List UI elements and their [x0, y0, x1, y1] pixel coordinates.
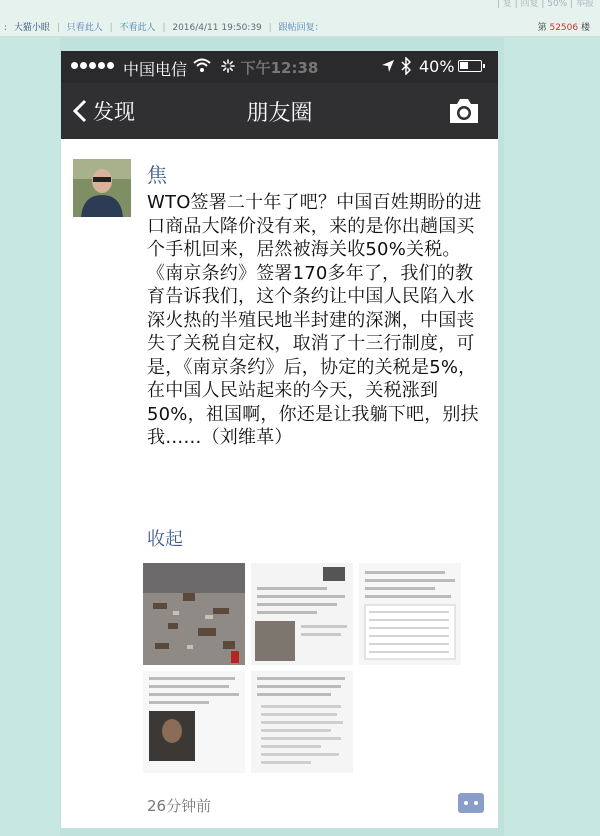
hide-this-user-link[interactable]: 不看此人 [119, 23, 156, 33]
forum-author-link[interactable]: 大猫小眼 [13, 23, 50, 33]
post-image-1[interactable] [143, 563, 245, 665]
post-image-2[interactable] [251, 563, 353, 665]
bluetooth-icon [401, 57, 411, 75]
forum-meta: : 大猫小眼 | 只看此人 | 不看此人 | 2016/4/11 19:50:39 | 跟帖回复： [4, 23, 324, 33]
status-bar [61, 51, 498, 83]
right-margin [504, 37, 600, 836]
floor-number: 第 52506 楼 [537, 23, 590, 33]
post-image-3[interactable] [359, 563, 461, 665]
post-image-4[interactable] [143, 671, 245, 773]
wechat-nav-bar [61, 83, 498, 139]
forum-timestamp: 2016/4/11 19:50:39 [172, 23, 262, 33]
post-text: WTO签署二十年了吧？中国百姓期盼的进口商品大降价没有来，来的是你出趟国买个手机回来，居然被海关收50%关税。 《南京条约》签署170多年了，我们的教育告诉我们，这个条约让中国人民陷入水深火热的半殖民地半封建的深渊，中国丧失了关税自定权，取消了十三行制度，可是，《南京条约》后，协定的关税是5%，在中国人民站起来的今天，关税涨到50%，祖国啊，你还是让我躺下吧，别扶我……（刘维革） [147, 192, 482, 448]
post-time: 26分钟前 [147, 797, 212, 815]
only-this-user-link[interactable]: 只看此人 [66, 23, 103, 33]
forum-post-header [0, 0, 600, 37]
post-image-5[interactable] [251, 671, 353, 773]
carrier-name: 中国电信 [123, 60, 188, 79]
post-author[interactable]: 焦 [147, 163, 167, 187]
comment-icon[interactable] [458, 793, 484, 813]
camera-icon[interactable] [448, 97, 480, 125]
battery-icon [458, 60, 482, 72]
back-button-label: 发现 [93, 100, 135, 124]
location-arrow-icon [381, 59, 395, 73]
avatar[interactable] [73, 159, 131, 217]
left-margin [0, 37, 60, 836]
page-title: 朋友圈 [246, 101, 313, 126]
forum-top-actions[interactable]: | 复 | 回复 | 50% | 举报 [496, 0, 594, 9]
status-time: 下午12:38 [240, 59, 319, 77]
battery-percent: 40% [419, 57, 455, 76]
reply-link[interactable]: 跟帖回复： [278, 23, 324, 33]
phone-screenshot [61, 51, 498, 828]
collapse-link[interactable]: 收起 [147, 529, 183, 550]
